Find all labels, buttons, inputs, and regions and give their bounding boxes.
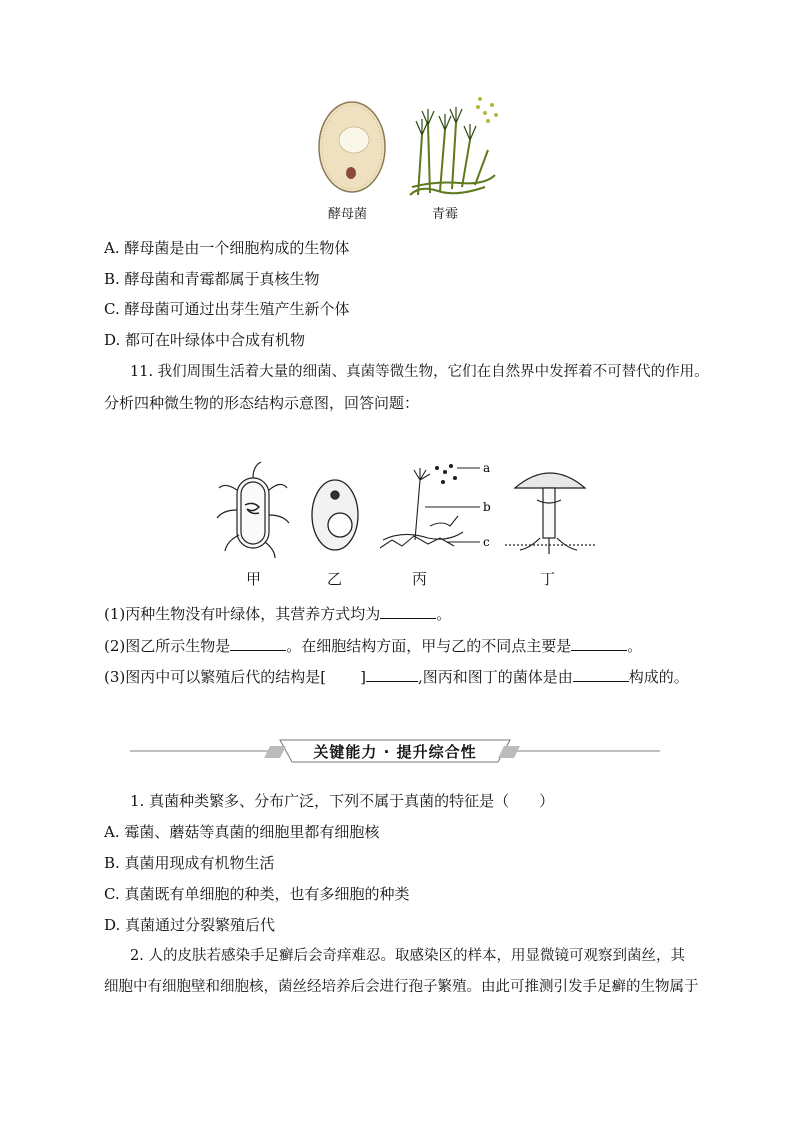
p1-option-d: D. 真菌通过分裂繁殖后代 (104, 916, 276, 934)
penicillium-image (410, 97, 498, 195)
p1-stem: 1. 真菌种类繁多、分布广泛，下列不属于真菌的特征是（ ） (130, 792, 555, 810)
q10-option-d: D. 都可在叶绿体中合成有机物 (104, 331, 306, 349)
answer-blank[interactable] (573, 667, 629, 682)
q11-sub2-end: 。 (627, 637, 643, 655)
q11-sub1-text: (1)丙种生物没有叶绿体，其营养方式均为 (104, 605, 381, 623)
label-c: c (483, 535, 490, 549)
answer-blank[interactable] (380, 604, 436, 619)
q11-sub2-mid: 。在细胞结构方面，甲与乙的不同点主要是 (286, 637, 572, 655)
figure-four-microorganisms (215, 460, 595, 560)
penicillium-bing-image (380, 465, 480, 549)
p2-line1: 2. 人的皮肤若感染手足癣后会奇痒难忍。取感染区的样本，用显微镜可观察到菌丝，其 (130, 948, 685, 964)
yeast-cell-image (319, 102, 385, 192)
answer-blank[interactable] (366, 667, 418, 682)
section-banner (130, 738, 660, 764)
p1-option-c: C. 真菌既有单细胞的种类，也有多细胞的种类 (104, 885, 410, 903)
caption-penicillium: 青霉 (432, 207, 459, 222)
yeast-yi-image (312, 480, 358, 550)
q11-sub3-end: 构成的。 (628, 668, 689, 686)
q10-option-c: C. 酵母菌可通过出芽生殖产生新个体 (104, 300, 350, 318)
answer-blank[interactable] (230, 636, 286, 651)
q11-sub3 (104, 667, 689, 687)
label-b: b (483, 500, 491, 514)
q11-stem-line2: 分析四种微生物的形态结构示意图，回答问题： (104, 394, 420, 412)
p1-option-a: A. 霉菌、蘑菇等真菌的细胞里都有细胞核 (104, 823, 380, 841)
q11-sub1 (104, 604, 451, 624)
caption-yeast: 酵母菌 (328, 207, 368, 222)
caption-yi: 乙 (327, 570, 343, 588)
p1-option-b: B. 真菌用现成有机物生活 (104, 854, 275, 872)
q10-option-b: B. 酵母菌和青霉都属于真核生物 (104, 270, 320, 288)
section-title: 关键能力 · 提升综合性 (313, 743, 477, 761)
mushroom-ding-image (505, 473, 595, 554)
p2-line2: 细胞中有细胞壁和细胞核，菌丝经培养后会进行孢子繁殖。由此可推测引发手足癣的生物属于 (104, 979, 699, 995)
q11-sub3-text: (3)图丙中可以繁殖后代的结构是[ (104, 668, 327, 686)
q11-sub3-mid: ,图丙和图丁的菌体是由 (417, 668, 573, 686)
caption-jia: 甲 (246, 570, 262, 588)
figure-yeast-penicillium (310, 95, 510, 205)
bacterium-jia-image (217, 462, 289, 558)
label-a: a (483, 461, 491, 475)
q11-sub2 (104, 636, 642, 656)
caption-bing: 丙 (412, 570, 428, 588)
answer-blank[interactable] (571, 636, 627, 651)
q11-sub1-end: 。 (436, 605, 452, 623)
caption-ding: 丁 (540, 570, 556, 588)
q11-stem-line1: 11. 我们周围生活着大量的细菌、真菌等微生物，它们在自然界中发挥着不可替代的作用。 (130, 364, 709, 380)
q11-sub3-bracket: ] (360, 668, 366, 686)
q11-sub2-text: (2)图乙所示生物是 (104, 637, 231, 655)
q10-option-a: A. 酵母菌是由一个细胞构成的生物体 (104, 239, 350, 257)
